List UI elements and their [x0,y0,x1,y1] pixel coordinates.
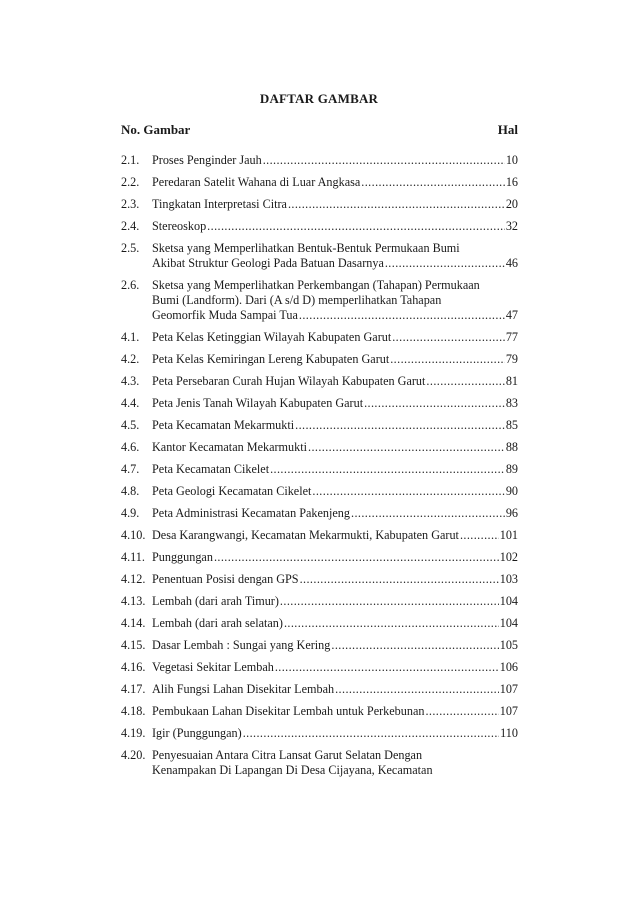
dot-leader [351,506,505,521]
caption-line: Lembah (dari arah selatan) [152,616,283,630]
list-item [121,374,518,389]
caption-line: Kantor Kecamatan Mekarmukti [152,440,307,454]
page-number: 47 [505,308,518,322]
caption-line: Dasar Lembah : Sungai yang Kering [152,638,331,652]
page-number: 83 [505,396,518,410]
figure-caption [152,638,518,653]
figure-number: 4.1. [121,330,140,344]
page-number: 77 [505,330,518,344]
dot-leader [364,396,505,411]
list-item [121,484,518,499]
figure-number: 4.2. [121,352,140,366]
list-item [121,197,518,212]
figure-number: 4.11. [121,550,145,564]
list-item [121,572,518,587]
caption-line: Desa Karangwangi, Kecamatan Mekarmukti, Kabupaten Garut [152,528,459,542]
figure-number: 2.4. [121,219,140,233]
figure-number: 4.7. [121,462,140,476]
dot-leader [425,704,498,719]
list-item [121,660,518,675]
list-item [121,153,518,168]
page-number: 20 [505,197,518,211]
figure-number: 4.13. [121,594,146,608]
figure-number: 4.20. [121,748,146,762]
dot-leader [392,330,505,345]
list-item [121,396,518,411]
figure-number: 4.5. [121,418,140,432]
caption-line: Bumi (Landform). Dari (A s/d D) memperlihatkan Tahapan [152,293,442,307]
dot-leader [295,418,505,433]
figure-number: 2.2. [121,175,140,189]
figure-caption [152,704,518,719]
list-item [121,748,518,778]
dot-leader [280,594,499,609]
figure-caption [152,175,518,190]
caption-line: Alih Fungsi Lahan Disekitar Lembah [152,682,335,696]
figure-caption [152,440,518,455]
figure-number: 4.10. [121,528,146,542]
figure-number: 4.8. [121,484,140,498]
list-item [121,704,518,719]
figure-number: 2.3. [121,197,140,211]
list-item [121,278,518,323]
page-number: 32 [505,219,518,233]
figure-number: 4.18. [121,704,146,718]
dot-leader [207,219,505,234]
caption-line: Peta Geologi Kecamatan Cikelet [152,484,312,498]
figure-caption [152,330,518,345]
figure-caption [152,726,518,741]
figure-caption [152,462,518,477]
caption-line: Vegetasi Sekitar Lembah [152,660,274,674]
page-number: 106 [499,660,518,674]
page-number: 10 [505,153,518,167]
figure-number: 4.6. [121,440,140,454]
dot-leader [243,726,499,741]
caption-line: Peta Kecamatan Cikelet [152,462,270,476]
caption-line: Kenampakan Di Lapangan Di Desa Cijayana, Kecamatan [152,763,433,777]
figure-number: 4.15. [121,638,146,652]
caption-line: Sketsa yang Memperlihatkan Bentuk-Bentuk Permukaan Bumi [152,241,460,255]
dot-leader [214,550,499,565]
list-item [121,528,518,543]
dot-leader [460,528,499,543]
list-item [121,462,518,477]
page-number: 104 [499,594,518,608]
dot-leader [312,484,504,499]
list-item [121,550,518,565]
page-number: 104 [499,616,518,630]
dot-leader [335,682,499,697]
figure-number: 4.4. [121,396,140,410]
page-number: 46 [505,256,518,270]
page-number: 89 [505,462,518,476]
list-item [121,219,518,234]
figure-number: 4.9. [121,506,140,520]
figure-caption [152,528,518,543]
caption-line: Peta Kelas Kemiringan Lereng Kabupaten Garut [152,352,390,366]
page-number: 79 [505,352,518,366]
page-title: DAFTAR GAMBAR [259,91,379,106]
list-item [121,638,518,653]
figure-number: 4.19. [121,726,146,740]
dot-leader [300,572,499,587]
list-item [121,352,518,367]
page-number: 101 [499,528,518,542]
figure-caption [152,153,518,168]
page-number: 107 [499,704,518,718]
page-number: 90 [505,484,518,498]
header-figure-number: No. Gambar [121,122,191,137]
caption-line: Proses Penginder Jauh [152,153,262,167]
figure-caption [152,352,518,367]
figure-caption [152,550,518,565]
list-item [121,241,518,271]
caption-line: Punggungan [152,550,213,564]
caption-line: Peta Kecamatan Mekarmukti [152,418,295,432]
caption-line: Peta Administrasi Kecamatan Pakenjeng [152,506,350,520]
dot-leader [275,660,499,675]
figure-number: 4.3. [121,374,140,388]
figure-caption [152,484,518,499]
figure-list [121,153,518,785]
page-number: 105 [499,638,518,652]
page-number: 102 [499,550,518,564]
page-number: 110 [500,726,518,740]
page-number: 81 [505,374,518,388]
figure-caption [152,682,518,697]
figure-number: 4.16. [121,660,146,674]
caption-line: Pembukaan Lahan Disekitar Lembah untuk Perkebunan [152,704,425,718]
dot-leader [270,462,505,477]
caption-line: Penentuan Posisi dengan GPS [152,572,299,586]
caption-line: Lembah (dari arah Timur) [152,594,279,608]
dot-leader [308,440,505,455]
caption-line: Peta Jenis Tanah Wilayah Kabupaten Garut [152,396,364,410]
figure-number: 4.14. [121,616,146,630]
list-item [121,594,518,609]
figure-caption [152,396,518,411]
figure-caption [152,572,518,587]
dot-leader [426,374,504,389]
list-item [121,682,518,697]
dot-leader [288,197,505,212]
list-item [121,440,518,455]
figure-caption [152,594,518,609]
caption-line: Peta Kelas Ketinggian Wilayah Kabupaten Garut [152,330,392,344]
caption-line: Tingkatan Interpretasi Citra [152,197,287,211]
dot-leader [284,616,499,631]
list-header [121,122,518,138]
dot-leader [263,153,505,168]
caption-line: Peredaran Satelit Wahana di Luar Angkasa [152,175,361,189]
dot-leader [299,308,505,323]
list-item [121,506,518,521]
figure-caption [152,748,518,778]
figure-number: 4.17. [121,682,146,696]
dot-leader [361,175,505,190]
list-item [121,330,518,345]
list-item [121,418,518,433]
figure-number: 2.5. [121,241,140,255]
list-item [121,175,518,190]
dot-leader [331,638,498,653]
caption-line: Peta Persebaran Curah Hujan Wilayah Kabupaten Garut [152,374,426,388]
page-number: 88 [505,440,518,454]
caption-line: Penyesuaian Antara Citra Lansat Garut Selatan Dengan [152,748,423,762]
page-number: 103 [499,572,518,586]
figure-caption [152,241,518,271]
page-number: 85 [505,418,518,432]
figure-number: 2.6. [121,278,140,292]
figure-caption [152,197,518,212]
caption-line: Akibat Struktur Geologi Pada Batuan Dasarnya [152,256,384,270]
list-item [121,726,518,741]
figure-caption [152,660,518,675]
figure-caption [152,278,518,323]
caption-line: Stereoskop [152,219,207,233]
dot-leader [385,256,505,271]
page-number: 107 [499,682,518,696]
caption-line: Igir (Punggungan) [152,726,242,740]
page-number: 96 [505,506,518,520]
figure-caption [152,374,518,389]
dot-leader [390,352,505,367]
caption-line: Geomorfik Muda Sampai Tua [152,308,298,322]
page-number: 16 [505,175,518,189]
figure-caption [152,616,518,631]
figure-caption [152,418,518,433]
caption-line: Sketsa yang Memperlihatkan Perkembangan (Tahapan) Permukaan [152,278,480,292]
figure-number: 2.1. [121,153,140,167]
figure-number: 4.12. [121,572,146,586]
list-item [121,616,518,631]
figure-caption [152,219,518,234]
header-page-number: Hal [497,122,518,137]
figure-caption [152,506,518,521]
